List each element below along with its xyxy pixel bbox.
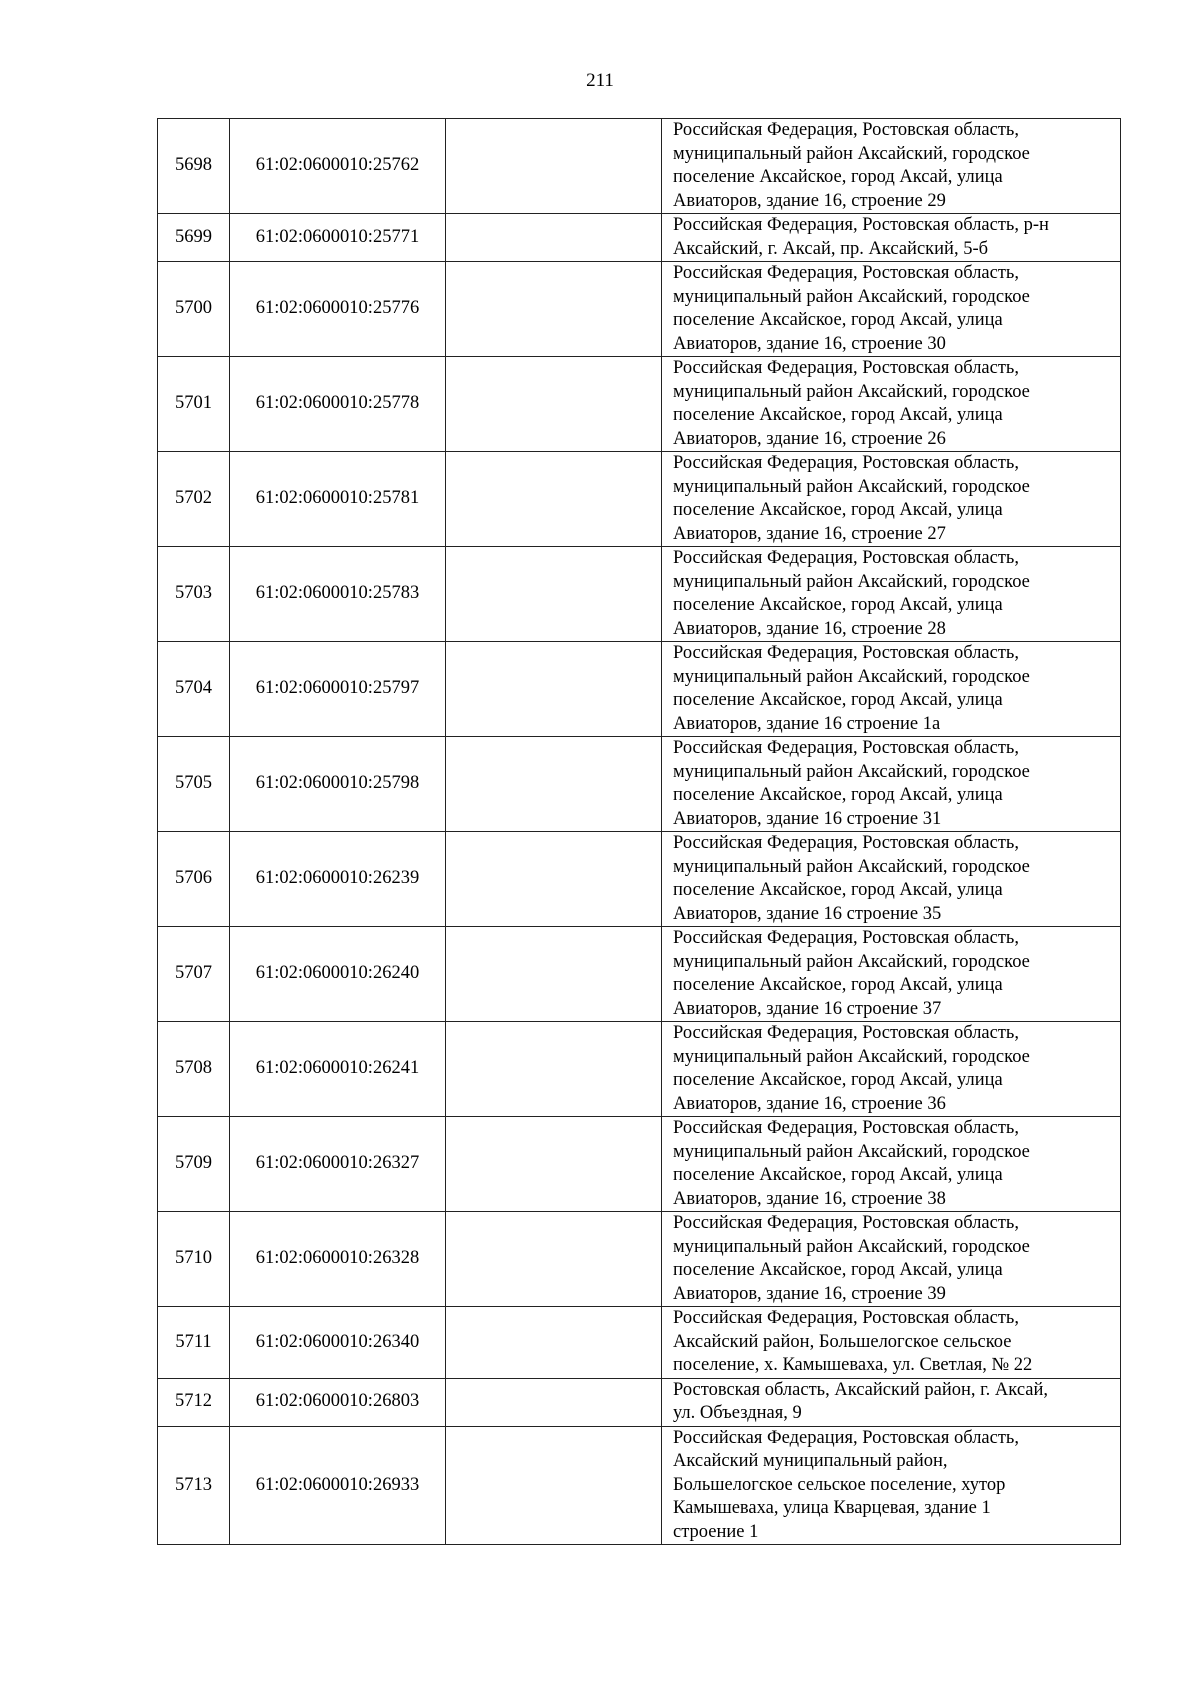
table-row (158, 1022, 1121, 1117)
row-number-cell: 5698 (158, 119, 230, 214)
empty-cell (446, 927, 662, 1022)
empty-cell (446, 262, 662, 357)
table-row (158, 1212, 1121, 1307)
empty-cell (446, 357, 662, 452)
address-cell: Российская Федерация, Ростовская область, муниципальный район Аксайский, городское поселение Аксайское, город Аксай, улица Авиаторов, здание 16, строение 36 (662, 1022, 1121, 1117)
table-row (158, 357, 1121, 452)
table-row (158, 214, 1121, 262)
page-number: 211 (586, 70, 614, 91)
empty-cell (446, 452, 662, 547)
cadastral-number-cell: 61:02:0600010:25776 (230, 262, 446, 357)
address-cell: Российская Федерация, Ростовская область, р-н Аксайский, г. Аксай, пр. Аксайский, 5-б (662, 214, 1121, 262)
row-number-cell: 5702 (158, 452, 230, 547)
cadastral-number-cell: 61:02:0600010:26340 (230, 1307, 446, 1379)
row-number-cell: 5708 (158, 1022, 230, 1117)
row-number-cell: 5701 (158, 357, 230, 452)
address-cell: Российская Федерация, Ростовская область, Аксайский муниципальный район, Большелогское сельское поселение, хутор Камышеваха, улица Кварцевая, здание 1 строение 1 (662, 1426, 1121, 1545)
row-number-cell: 5709 (158, 1117, 230, 1212)
address-cell: Российская Федерация, Ростовская область, муниципальный район Аксайский, городское поселение Аксайское, город Аксай, улица Авиаторов, здание 16, строение 27 (662, 452, 1121, 547)
cadastral-number-cell: 61:02:0600010:26241 (230, 1022, 446, 1117)
row-number-cell: 5700 (158, 262, 230, 357)
empty-cell (446, 119, 662, 214)
row-number-cell: 5712 (158, 1378, 230, 1426)
cadastral-number-cell: 61:02:0600010:26933 (230, 1426, 446, 1545)
row-number-cell: 5703 (158, 547, 230, 642)
row-number-cell: 5705 (158, 737, 230, 832)
cadastral-number-cell: 61:02:0600010:26328 (230, 1212, 446, 1307)
address-cell: Российская Федерация, Ростовская область, муниципальный район Аксайский, городское поселение Аксайское, город Аксай, улица Авиаторов, здание 16 строение 1а (662, 642, 1121, 737)
cadastral-number-cell: 61:02:0600010:25783 (230, 547, 446, 642)
row-number-cell: 5713 (158, 1426, 230, 1545)
address-cell: Российская Федерация, Ростовская область, муниципальный район Аксайский, городское поселение Аксайское, город Аксай, улица Авиаторов, здание 16, строение 39 (662, 1212, 1121, 1307)
address-cell: Российская Федерация, Ростовская область, муниципальный район Аксайский, городское поселение Аксайское, город Аксай, улица Авиаторов, здание 16, строение 38 (662, 1117, 1121, 1212)
cadastral-number-cell: 61:02:0600010:26803 (230, 1378, 446, 1426)
row-number-cell: 5711 (158, 1307, 230, 1379)
address-cell: Российская Федерация, Ростовская область, муниципальный район Аксайский, городское поселение Аксайское, город Аксай, улица Авиаторов, здание 16 строение 37 (662, 927, 1121, 1022)
table-row (158, 1117, 1121, 1212)
row-number-cell: 5710 (158, 1212, 230, 1307)
empty-cell (446, 1117, 662, 1212)
cadastral-number-cell: 61:02:0600010:26240 (230, 927, 446, 1022)
registry-table-body (158, 119, 1121, 1545)
row-number-cell: 5706 (158, 832, 230, 927)
address-cell: Российская Федерация, Ростовская область, муниципальный район Аксайский, городское поселение Аксайское, город Аксай, улица Авиаторов, здание 16 строение 35 (662, 832, 1121, 927)
empty-cell (446, 214, 662, 262)
row-number-cell: 5699 (158, 214, 230, 262)
cadastral-number-cell: 61:02:0600010:25778 (230, 357, 446, 452)
row-number-cell: 5704 (158, 642, 230, 737)
address-cell: Российская Федерация, Ростовская область, муниципальный район Аксайский, городское поселение Аксайское, город Аксай, улица Авиаторов, здание 16, строение 30 (662, 262, 1121, 357)
table-row (158, 927, 1121, 1022)
empty-cell (446, 1378, 662, 1426)
address-cell: Российская Федерация, Ростовская область, муниципальный район Аксайский, городское поселение Аксайское, город Аксай, улица Авиаторов, здание 16, строение 29 (662, 119, 1121, 214)
empty-cell (446, 1426, 662, 1545)
empty-cell (446, 547, 662, 642)
table-row (158, 1307, 1121, 1379)
cadastral-number-cell: 61:02:0600010:25762 (230, 119, 446, 214)
empty-cell (446, 1307, 662, 1379)
address-cell: Российская Федерация, Ростовская область, муниципальный район Аксайский, городское поселение Аксайское, город Аксай, улица Авиаторов, здание 16, строение 26 (662, 357, 1121, 452)
address-cell: Российская Федерация, Ростовская область, муниципальный район Аксайский, городское поселение Аксайское, город Аксай, улица Авиаторов, здание 16, строение 28 (662, 547, 1121, 642)
cadastral-number-cell: 61:02:0600010:25781 (230, 452, 446, 547)
row-number-cell: 5707 (158, 927, 230, 1022)
table-row (158, 1378, 1121, 1426)
empty-cell (446, 737, 662, 832)
cadastral-number-cell: 61:02:0600010:26239 (230, 832, 446, 927)
table-row (158, 832, 1121, 927)
empty-cell (446, 1212, 662, 1307)
cadastral-number-cell: 61:02:0600010:25797 (230, 642, 446, 737)
table-row (158, 547, 1121, 642)
table-row (158, 119, 1121, 214)
cadastral-number-cell: 61:02:0600010:26327 (230, 1117, 446, 1212)
cadastral-number-cell: 61:02:0600010:25771 (230, 214, 446, 262)
table-row (158, 1426, 1121, 1545)
empty-cell (446, 642, 662, 737)
table-row (158, 737, 1121, 832)
empty-cell (446, 832, 662, 927)
registry-table (157, 118, 1121, 1545)
table-row (158, 262, 1121, 357)
table-row (158, 642, 1121, 737)
address-cell: Российская Федерация, Ростовская область, Аксайский район, Большелогское сельское поселение, х. Камышеваха, ул. Светлая, № 22 (662, 1307, 1121, 1379)
empty-cell (446, 1022, 662, 1117)
cadastral-number-cell: 61:02:0600010:25798 (230, 737, 446, 832)
address-cell: Ростовская область, Аксайский район, г. Аксай, ул. Объездная, 9 (662, 1378, 1121, 1426)
table-row (158, 452, 1121, 547)
address-cell: Российская Федерация, Ростовская область, муниципальный район Аксайский, городское поселение Аксайское, город Аксай, улица Авиаторов, здание 16 строение 31 (662, 737, 1121, 832)
